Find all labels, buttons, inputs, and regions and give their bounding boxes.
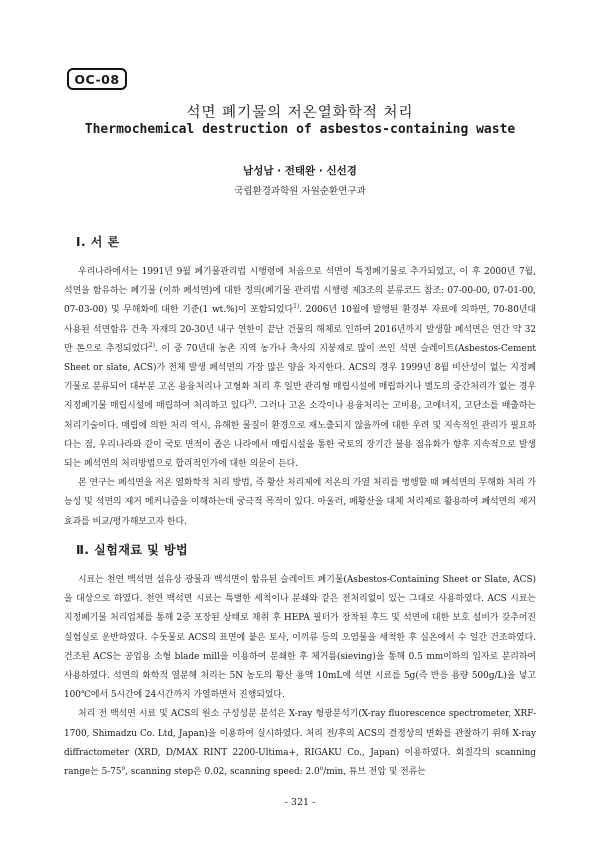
section-heading-methods: Ⅱ. 실험재료 및 방법 (76, 543, 189, 557)
section-heading-introduction: Ⅰ. 서 론 (76, 235, 120, 249)
paper-title-korean: 석면 폐기물의 저온열화학적 처리 (186, 105, 414, 121)
introduction-paragraph-1: 우리나라에서는 1991년 9월 폐기물관리법 시행령에 처음으로 석면이 특정폐기물로 추가되었고, 이 후 2000년 7월, 석면을 함유하는 폐기물 (이하 폐석면)에 대한 정의(폐기물 관리법 시행령 제3조의 분류코드 참조: 07-00-00, 07-01-00, 07-03-00) 및 무해화에 대한 기준(1 wt.%)이 포함되었다$^{1)}$. 2006년 10월에 발행된 환경부 자료에 의하면, 70-80년대 사용된 석면함유 건축 자재의 20-30년 내구 연한이 끝난 건물의 해체로 인하여 2016년까지 발생할 폐석면은 연간 약 32만 톤으로 추정되었다$^{2)}$. 이 중 70년대 농촌 지역 농가나 축사의 지붕재로 많이 쓰인 석면 슬레이트(Asbestos-Cement Sheet or slate, ACS)가 전체 발생 폐석면의 가장 많은 양을 차지한다. ACS의 경우 1999년 8월 비산성이 없는 지정폐기물로 분류되어 대부분 고온 용융처리나 고형화 처리 후 일반 관리형 매립시설에 매립하거나 별도의 중간처리가 없는 경우 지정폐기물 매립시설에 매립하여 처리하고 있다$^{3)}$. 그러나 고온 소각이나 용융처리는 고비용, 고에너지, 고단소를 배출하는 처리기술이다. 매립에 의한 처리 역시, 유해한 물질이 환경으로 재노출되지 않을까에 대한 우려 및 지속적인 관리가 필요하다는 점, 우리나라와 같이 국토 면적이 좁은 나라에서 매립시설을 통한 국토의 장기간 불용 점유화가 향후 지속적으로 발생되는 폐석면의 처리방법으로 합리적인가에 대한 의문이 든다. (64, 267, 536, 470)
page-number: - 321 - (284, 797, 316, 808)
affiliation: 국립환경과학원 자원순환연구과 (234, 186, 366, 197)
methods-paragraph-1: 시료는 천연 백석면 섬유상 광물과 백석면이 함유된 슬레이트 폐기물(Asbestos-Containing Sheet or Slate, ACS)을 대상으로 하였다. 천연 백석면 시료는 특별한 세척이나 분쇄와 같은 전처리없이 있는 그대로 사용하였다. ACS 시료는 지정폐기물 처리업체를 통해 2중 포장된 상태로 채취 후 HEPA 필터가 장착된 후드 및 석면에 대한 보호 설비가 갖추어진 실험실로 운반하였다. 수돗물로 ACS의 표면에 붙은 토사, 이끼류 등의 오염물을 세척한 후 실온에서 수 일간 건조하였다. 건조된 ACS는 공업용 소형 blade mill을 이용하여 분쇄한 후 체거름(sieving)을 통해 0.5 mm이하의 입자로 분리하여 사용하였다. 석면의 화학적 열분해 처리는 5N 농도의 황산 용액 10mL에 석면 시료를 5g(즉 반응 용량 500g/L)을 넣고 100℃에서 5시간에 24시간까지 가열하면서 진행되었다. (64, 575, 536, 701)
methods-body (64, 571, 536, 782)
authors: 남성남 · 전태완 · 신선경 (243, 165, 357, 177)
introduction-paragraph-2: 본 연구는 폐석면을 저온 열화학적 처리 방법, 즉 황산 처리제에 저온의 가열 처리를 병행할 때 폐석면의 무해화 처리 가능성 및 석면의 제거 메커니즘을 이해하는데 궁극적 목적이 있다. 아울러, 폐황산을 대체 처리제로 활용하여 폐석면의 제거 효과를 비교/평가해보고자 한다. (64, 478, 536, 527)
paper-title-english: Thermochemical destruction of asbestos-containing waste (84, 122, 516, 137)
session-code-badge: OC-08 (67, 68, 127, 90)
introduction-body (64, 263, 536, 532)
methods-paragraph-2: 처리 전 백석면 시료 및 ACS의 원소 구성성분 분석은 X-ray 형광분석기(X-ray fluorescence spectrometer, XRF-1700, Shimadzu Co. Ltd, Japan)을 이용하여 실시하였다. 처리 전/후의 ACS의 결정상의 변화를 관찰하기 위해 X-ray diffractometer (XRD, D/MAX RINT 2200-Ultima+, RIGAKU Co., Japan) 이용하였다. 회절각의 scanning range는 5-75$^o$, scanning step은 0.02, scanning speed: 2.0$^o$/min, 튜브 전압 및 전류는 (64, 709, 536, 778)
